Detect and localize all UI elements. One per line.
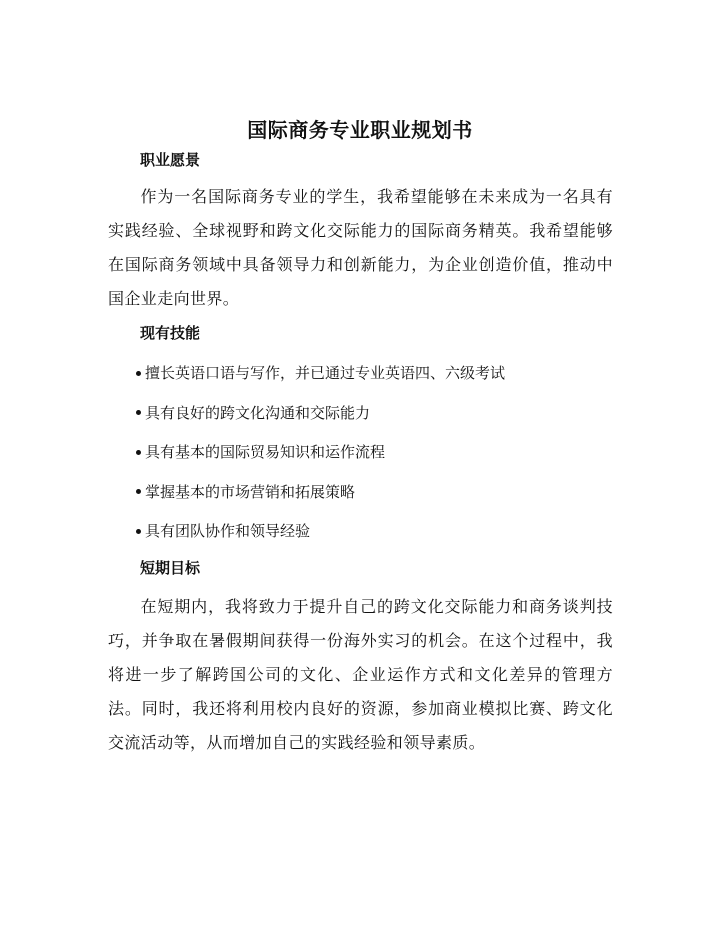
- section-heading-vision: 职业愿景: [140, 151, 201, 169]
- skill-text: 具有良好的跨文化沟通和交际能力: [145, 403, 371, 422]
- list-item: [136, 360, 505, 400]
- vision-paragraph: [108, 180, 613, 316]
- skill-text: 具有基本的国际贸易知识和运作流程: [145, 443, 386, 461]
- vision-text: 作为一名国际商务专业的学生，我希望能够在未来成为一名具有实践经验、全球视野和跨文化交际能力的国际商务精英。我希望能够在国际商务领域中具备领导力和创新能力，为企业创造价值，推动中国企业走向世界。: [108, 187, 613, 308]
- list-item: [136, 439, 505, 479]
- short-term-text: 在短期内，我将致力于提升自己的跨文化交际能力和商务谈判技巧，并争取在暑假期间获得一份海外实习的机会。在这个过程中，我将进一步了解跨国公司的文化、企业运作方式和文化差异的管理方法。同时，我还将利用校内良好的资源，参加商业模拟比赛、跨文化交流活动等，从而增加自己的实践经验和领导素质。: [108, 597, 613, 752]
- skill-text: 擅长英语口语与写作，并已通过专业英语四、六级考试: [145, 364, 506, 382]
- document-title: 国际商务专业职业规划书: [247, 118, 473, 142]
- skill-text: 具有团队协作和领导经验: [145, 522, 311, 540]
- bullet-icon: [136, 371, 141, 376]
- list-item: [136, 479, 505, 519]
- bullet-icon: [136, 529, 141, 534]
- section-heading-short-term: 短期目标: [140, 559, 201, 577]
- bullet-icon: [136, 450, 141, 455]
- bullet-icon: [136, 410, 141, 415]
- list-item: [136, 518, 505, 558]
- bullet-icon: [136, 489, 141, 494]
- skill-text: 掌握基本的市场营销和拓展策略: [145, 482, 356, 501]
- short-term-paragraph: [108, 590, 613, 760]
- skills-list: [136, 360, 505, 558]
- list-item: [136, 400, 505, 440]
- section-heading-skills: 现有技能: [140, 324, 201, 342]
